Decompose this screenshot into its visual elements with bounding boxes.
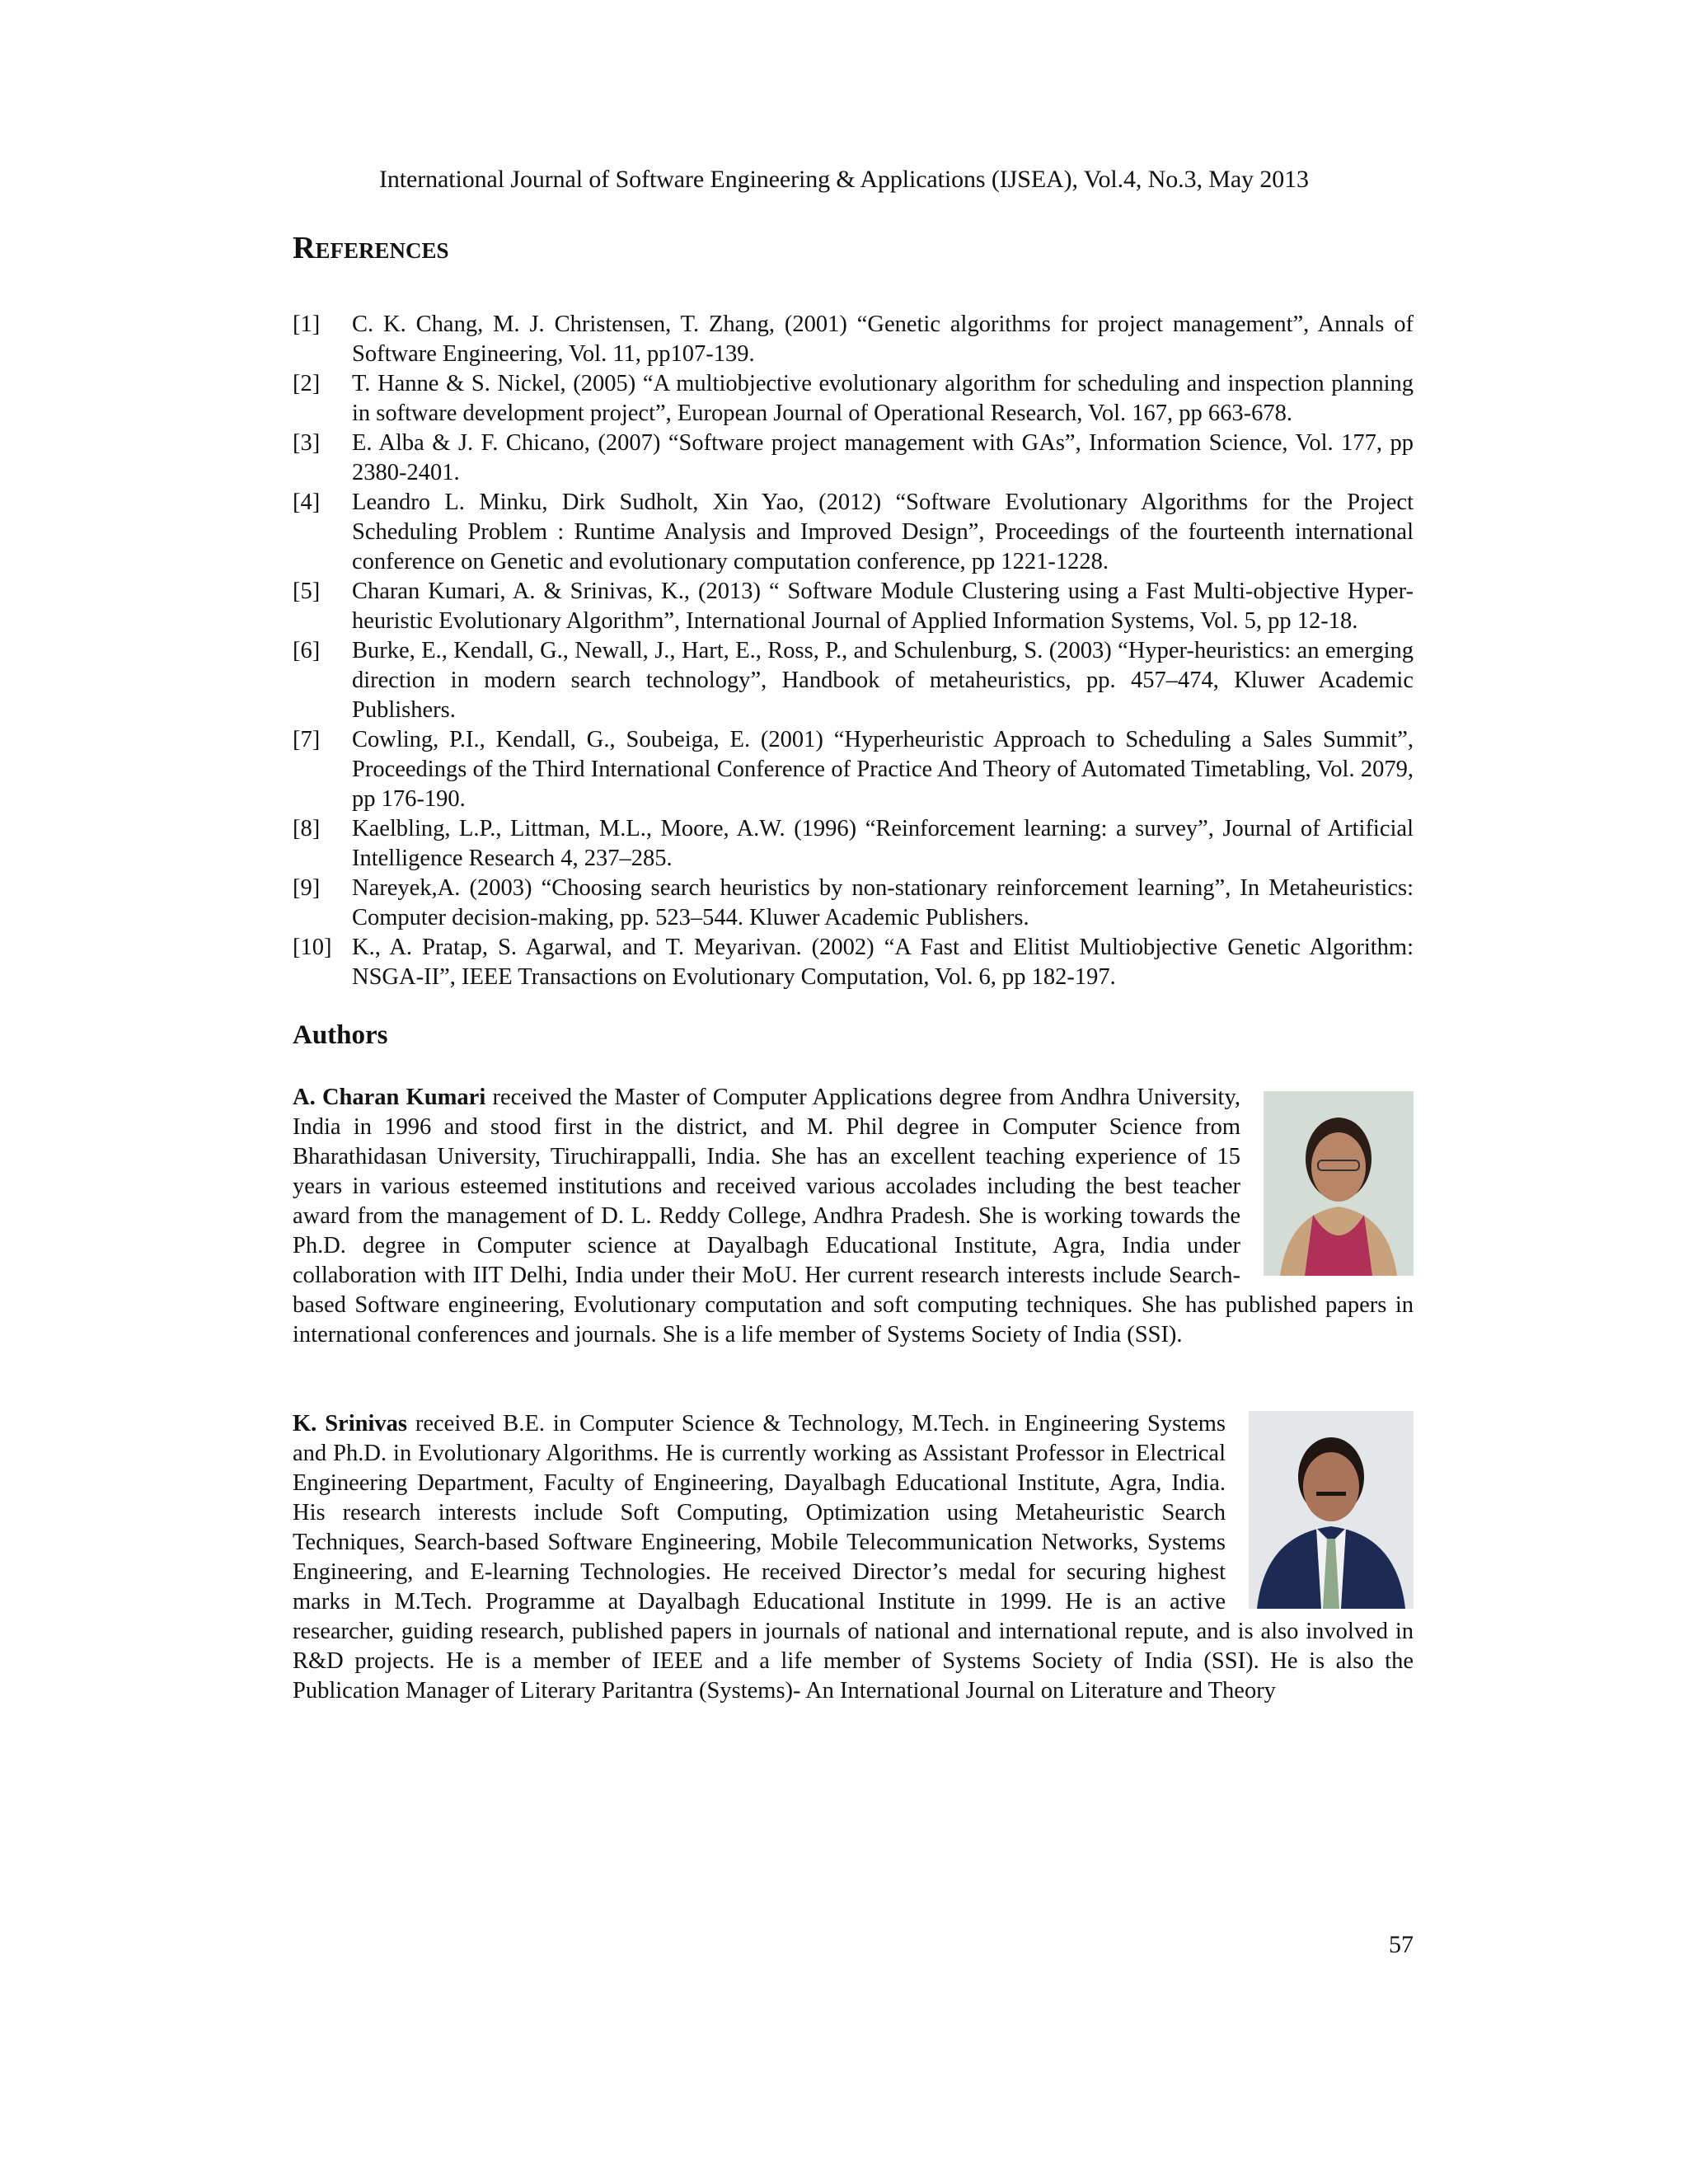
reference-item	[293, 636, 1414, 725]
reference-text: Leandro L. Minku, Dirk Sudholt, Xin Yao, (2012) “Software Evolutionary Algorithms for the Project Scheduling Problem : Runtime Analysis and Improved Design”, Proceedings of the fourteenth international conference on Genetic and evolutionary computation conference, pp 1221-1228.	[352, 490, 1414, 574]
reference-text: K., A. Pratap, S. Agarwal, and T. Meyarivan. (2002) “A Fast and Elitist Multiobjective Genetic Algorithm: NSGA-II”, IEEE Transactions on Evolutionary Computation, Vol. 6, pp 182-197.	[352, 935, 1414, 990]
reference-item	[293, 814, 1414, 874]
authors-heading: Authors	[293, 1020, 388, 1050]
reference-text: Charan Kumari, A. & Srinivas, K., (2013) “ Software Module Clustering using a Fast Multi-objective Hyper-heuristic Evolutionary Algorithm”, International Journal of Applied Information Systems, Vol. 5, pp 12-18.	[352, 579, 1414, 634]
reference-text: Cowling, P.I., Kendall, G., Soubeiga, E. (2001) “Hyperheuristic Approach to Scheduling a Sales Summit”, Proceedings of the Third International Conference of Practice And Theory of Automated Timetabling, Vol. 2079, pp 176-190.	[352, 727, 1414, 812]
reference-number: [3]	[293, 430, 321, 456]
reference-item	[293, 310, 1414, 369]
reference-text: Burke, E., Kendall, G., Newall, J., Hart, E., Ross, P., and Schulenburg, S. (2003) “Hyper-heuristics: an emerging direction in modern search technology”, Handbook of metaheuristics, pp. 457–474, Kluwer Academic Publishers.	[352, 638, 1414, 723]
author-bio-text: received the Master of Computer Applications degree from Andhra University, India in 1996 and stood first in the district, and M. Phil degree in Computer Science from Bharathidasan University, Tiruchirappalli, India. She has an excellent teaching experience of 15 years in various esteemed institutions and received various accolades including the best teacher award from the management of D. L. Reddy College, Andhra Pradesh. She is working towards the Ph.D. degree in Computer science at Dayalbagh Educational Institute, Agra, India under collaboration with IIT Delhi, India under their MoU. Her current research interests include Search-based Software engineering, Evolutionary computation and soft computing techniques. She has published papers in international conferences and journals. She is a life member of Systems Society of India (SSI).	[293, 1085, 1414, 1347]
reference-text: E. Alba & J. F. Chicano, (2007) “Software project management with GAs”, Information Science, Vol. 177, pp 2380-2401.	[352, 430, 1414, 485]
reference-number: [10]	[293, 935, 332, 960]
reference-item	[293, 874, 1414, 933]
author-bio-charan-kumari	[293, 1083, 1414, 1350]
reference-item	[293, 488, 1414, 577]
reference-number: [8]	[293, 816, 321, 841]
author-name: A. Charan Kumari	[293, 1085, 486, 1110]
running-header: International Journal of Software Engineering & Applications (IJSEA), Vol.4, No.3, May 2013	[379, 166, 1309, 193]
reference-item	[293, 429, 1414, 488]
page-number: 57	[1389, 1931, 1414, 1958]
reference-text: Nareyek,A. (2003) “Choosing search heuristics by non-stationary reinforcement learning”, In Metaheuristics: Computer decision-making, pp. 523–544. Kluwer Academic Publishers.	[352, 875, 1414, 930]
page-content	[293, 227, 1414, 1706]
author-photo-srinivas	[1249, 1411, 1414, 1609]
author-name: K. Srinivas	[293, 1411, 407, 1436]
reference-number: [5]	[293, 579, 321, 604]
author-bio-srinivas	[293, 1409, 1414, 1706]
author-photo-charan-kumari	[1264, 1091, 1414, 1276]
reference-number: [2]	[293, 371, 321, 396]
reference-number: [4]	[293, 490, 321, 515]
reference-text: Kaelbling, L.P., Littman, M.L., Moore, A.W. (1996) “Reinforcement learning: a survey”, Journal of Artificial Intelligence Research 4, 237–285.	[352, 816, 1414, 871]
reference-item	[293, 725, 1414, 814]
reference-text: C. K. Chang, M. J. Christensen, T. Zhang, (2001) “Genetic algorithms for project management”, Annals of Software Engineering, Vol. 11, pp107-139.	[352, 312, 1414, 367]
reference-number: [7]	[293, 727, 321, 752]
reference-item	[293, 933, 1414, 992]
reference-item	[293, 369, 1414, 429]
reference-item	[293, 577, 1414, 636]
reference-list	[293, 310, 1414, 992]
reference-number: [6]	[293, 638, 321, 663]
reference-text: T. Hanne & S. Nickel, (2005) “A multiobjective evolutionary algorithm for scheduling and inspection planning in software development project”, European Journal of Operational Research, Vol. 167, pp 663-678.	[352, 371, 1414, 426]
reference-number: [1]	[293, 312, 321, 337]
author-bio-text: received B.E. in Computer Science & Technology, M.Tech. in Engineering Systems and Ph.D. in Evolutionary Algorithms. He is currently working as Assistant Professor in Electrical Engineering Department, Faculty of Engineering, Dayalbagh Educational Institute, Agra, India. His research interests include Soft Computing, Optimization using Metaheuristic Search Techniques, Search-based Software Engineering, Mobile Telecommunication Networks, Systems Engineering, and E-learning Technologies. He received Director’s medal for securing highest marks in M.Tech. Programme at Dayalbagh Educational Institute in 1999. He is an active researcher, guiding research, published papers in journals of national and international repute, and is also involved in R&D projects. He is a member of IEEE and a life member of Systems Society of India (SSI). He is also the Publication Manager of Literary Paritantra (Systems)- An International Journal on Literature and Theory	[293, 1411, 1414, 1704]
reference-number: [9]	[293, 875, 321, 901]
references-heading: References	[293, 231, 449, 265]
